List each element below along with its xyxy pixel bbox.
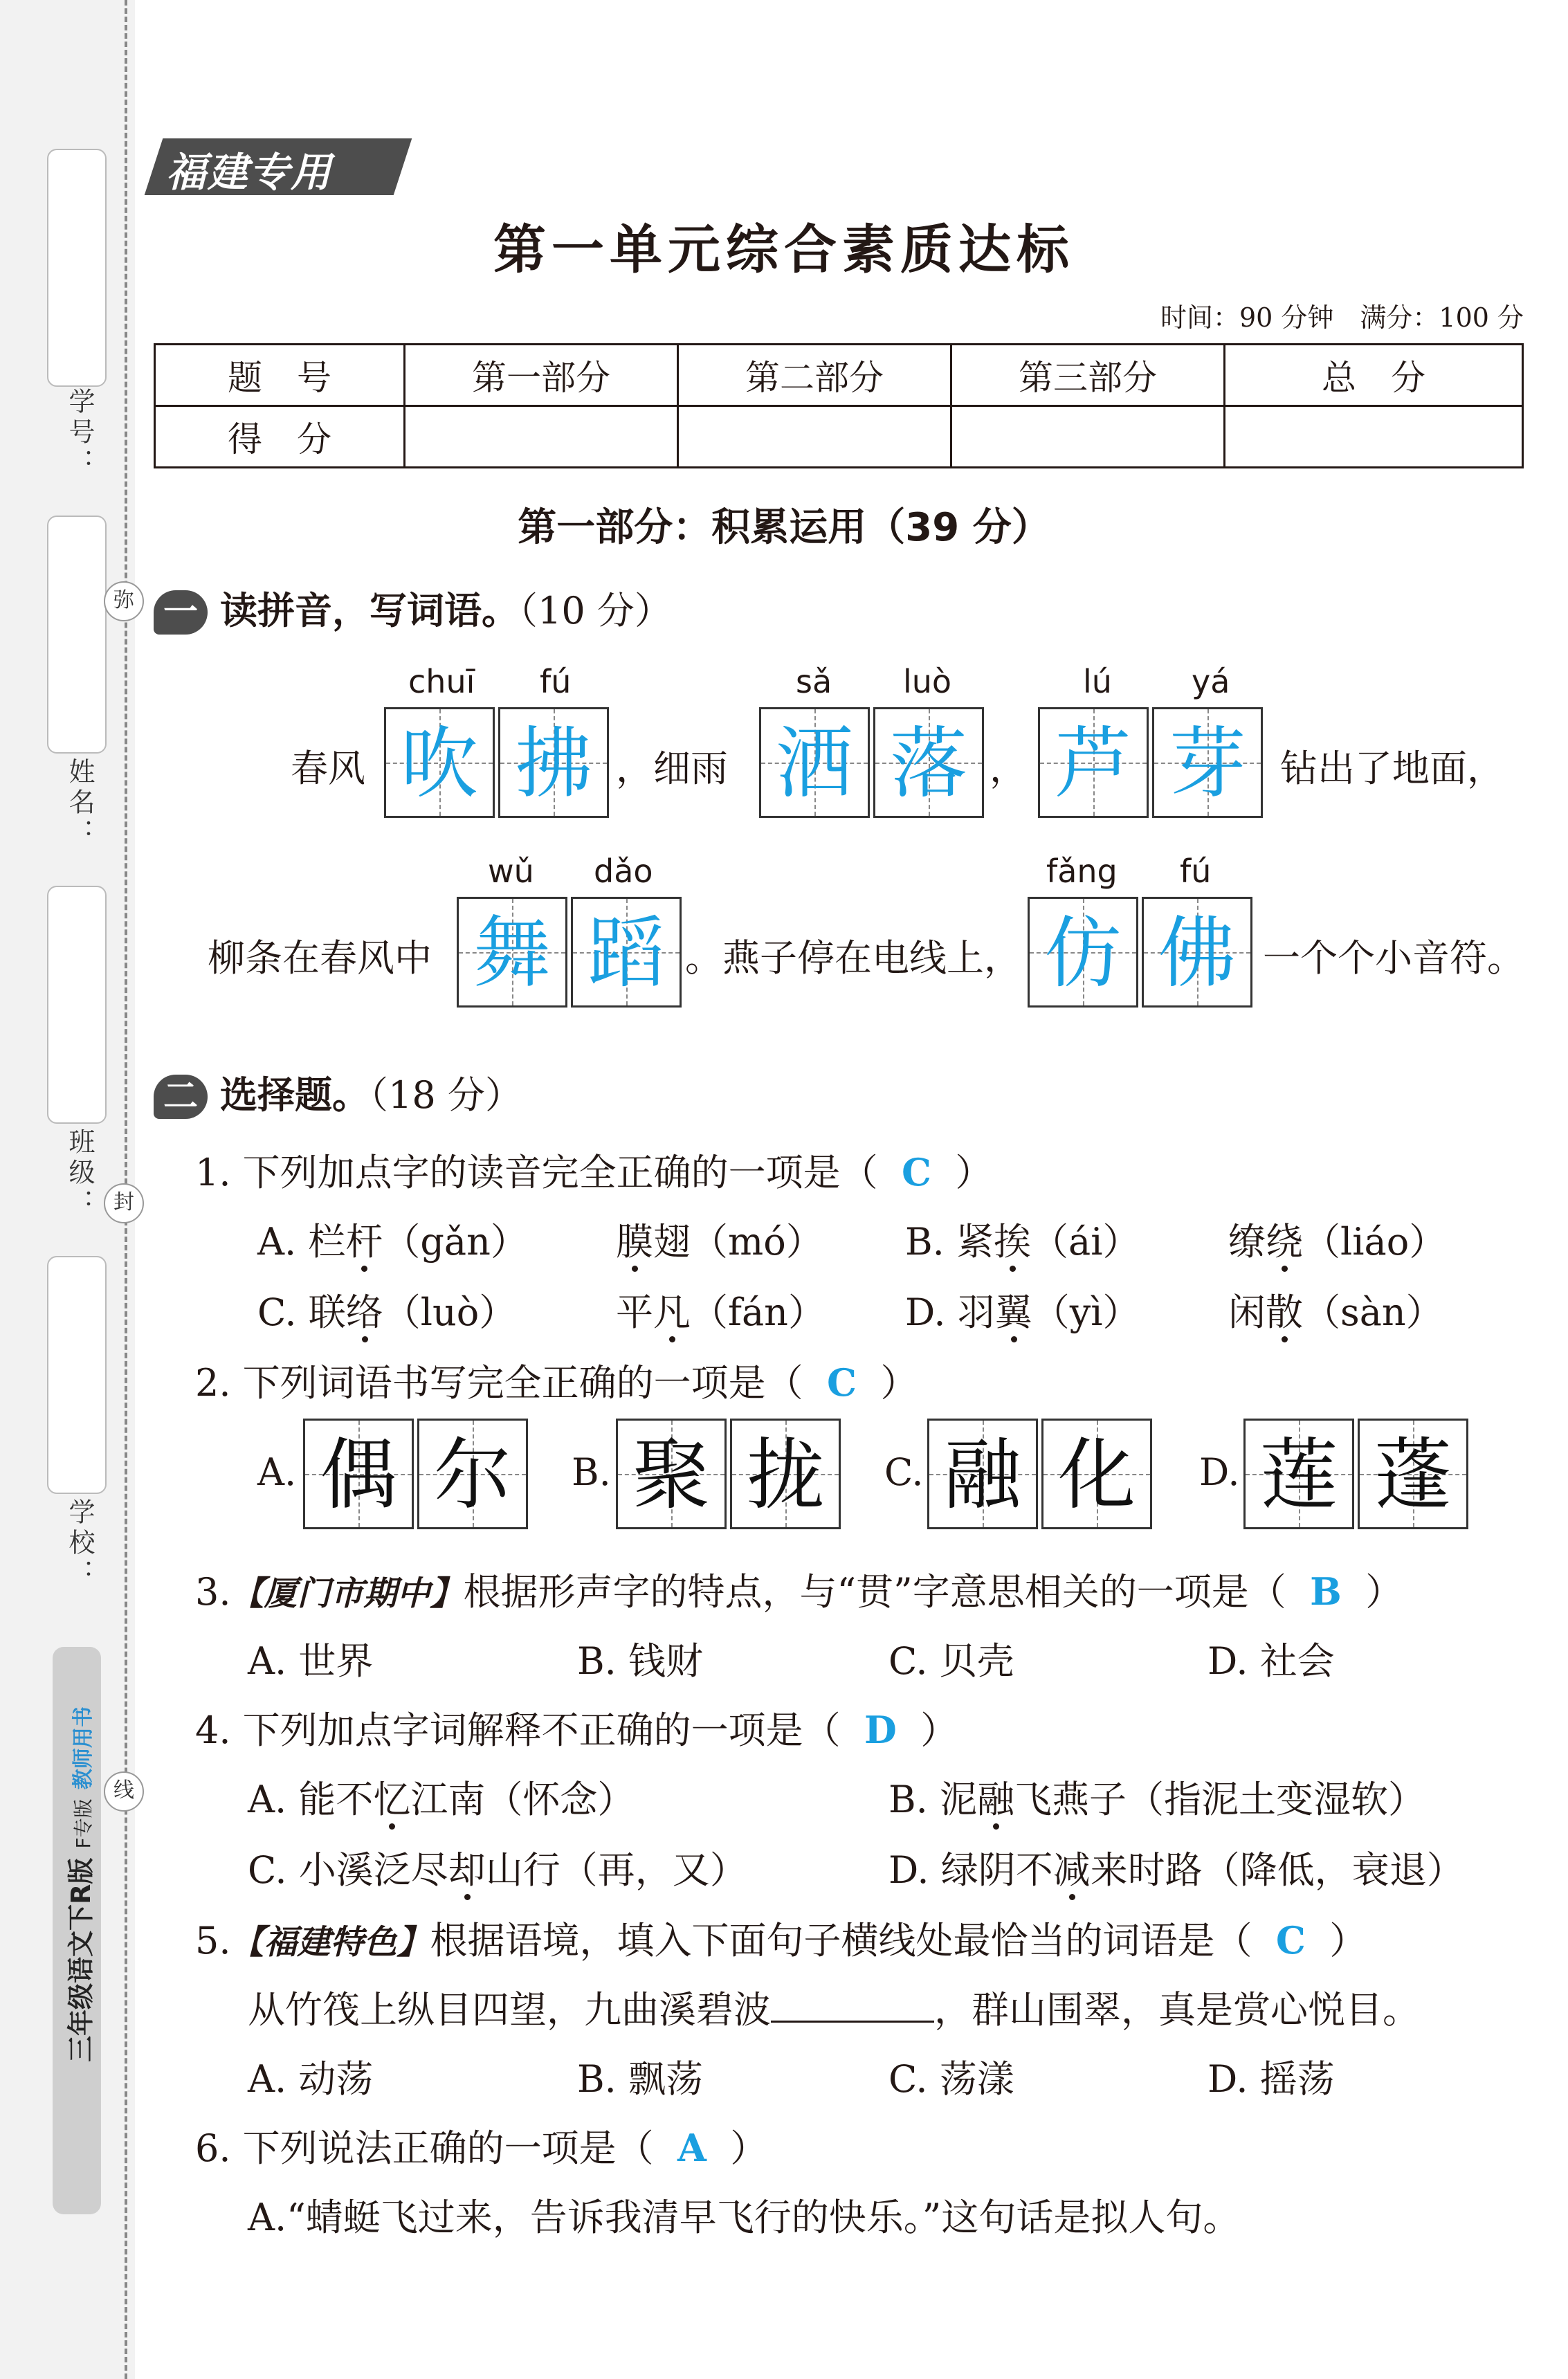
option-text: （sàn） bbox=[1303, 1291, 1443, 1334]
sentence-text: ，细雨 bbox=[616, 747, 728, 790]
question-stem: 根据形声字的特点，与“贯”字意思相关的一项是（ bbox=[463, 1570, 1286, 1614]
score-header-cell: 总 分 bbox=[1225, 345, 1523, 406]
pinyin: fǎng bbox=[1046, 853, 1118, 890]
answer-char: 芽 bbox=[1169, 719, 1246, 809]
dotted-char: 却 bbox=[448, 1848, 486, 1892]
question-4 bbox=[195, 1701, 958, 1754]
score-header-cell: 题 号 bbox=[155, 345, 405, 406]
word-grid-cell bbox=[1041, 1419, 1152, 1529]
book-label bbox=[60, 1706, 98, 2062]
score-cell[interactable] bbox=[1225, 406, 1523, 468]
option-text: 缭 bbox=[1228, 1220, 1266, 1264]
answer-grid-cell[interactable] bbox=[1142, 897, 1252, 1008]
student-number-label: 学号： bbox=[64, 388, 95, 479]
question-stem: 2. 下列词语书写完全正确的一项是（ bbox=[195, 1361, 803, 1405]
section-title: 读拼音，写词语。 bbox=[220, 589, 519, 632]
class-label: 班级： bbox=[64, 1128, 95, 1219]
option-text: A. 能不 bbox=[248, 1778, 374, 1821]
score-header-cell: 第二部分 bbox=[678, 345, 951, 406]
word-char: 偶 bbox=[320, 1430, 397, 1520]
dotted-char: 绕 bbox=[1266, 1220, 1303, 1264]
sentence-text: 一个个小音符。 bbox=[1263, 936, 1524, 980]
score-cell[interactable] bbox=[405, 406, 678, 468]
sentence-text: 。燕子停在电线上， bbox=[685, 936, 1021, 980]
answer[interactable]: C bbox=[827, 1360, 857, 1405]
option-c2 bbox=[616, 1283, 826, 1336]
question-6 bbox=[195, 2119, 767, 2172]
option-a[interactable]: A. 动荡 bbox=[248, 2057, 374, 2101]
pinyin: fú bbox=[1180, 853, 1212, 890]
name-label: 姓名： bbox=[64, 758, 95, 849]
section-heading bbox=[154, 1066, 522, 1119]
option-a[interactable]: A. 世界 bbox=[248, 1639, 374, 1683]
option-label[interactable]: C. bbox=[884, 1450, 924, 1494]
word-char: 融 bbox=[944, 1430, 1021, 1520]
answer-grid-cell[interactable] bbox=[498, 707, 609, 818]
answer-grid-cell[interactable] bbox=[457, 897, 567, 1008]
option-a[interactable] bbox=[257, 1212, 528, 1266]
section-title: 选择题。 bbox=[220, 1073, 370, 1117]
question-stem: 6. 下列说法正确的一项是（ bbox=[195, 2126, 654, 2170]
answer-grid-cell[interactable] bbox=[384, 707, 495, 818]
pinyin: yá bbox=[1192, 663, 1230, 700]
question-number: 5. bbox=[195, 1919, 231, 1962]
option-text: 来时路（降低，衰退） bbox=[1090, 1848, 1464, 1892]
word-grid-cell bbox=[616, 1419, 727, 1529]
dotted-char: 散 bbox=[1266, 1291, 1303, 1334]
exam-info: 时间：90 分钟 满分：100 分 bbox=[1160, 302, 1524, 333]
word-grid-cell bbox=[303, 1419, 414, 1529]
dotted-char: 忆 bbox=[373, 1778, 411, 1821]
dotted-char: 凡 bbox=[653, 1291, 691, 1334]
book-title: 三年级语文下R版 bbox=[66, 1857, 96, 2062]
question-stem: 1. 下列加点字的读音完全正确的一项是（ bbox=[195, 1151, 878, 1194]
option-d[interactable]: D. 社会 bbox=[1207, 1639, 1335, 1683]
question-source: 【福建特色】 bbox=[230, 1923, 430, 1962]
dotted-char: 杆 bbox=[345, 1220, 383, 1264]
option-b[interactable]: B. 飘荡 bbox=[577, 2057, 704, 2101]
sentence-text: ，群山围翠，真是赏心悦目。 bbox=[934, 1988, 1420, 2032]
option-label[interactable]: B. bbox=[572, 1450, 611, 1494]
paren-close: ） bbox=[730, 2126, 768, 2170]
question-stem: 4. 下列加点字词解释不正确的一项是（ bbox=[195, 1708, 841, 1752]
section-number: 一 bbox=[154, 590, 208, 635]
paren-close: ） bbox=[955, 1151, 993, 1194]
option-text: （ái） bbox=[1031, 1220, 1140, 1264]
option-text: C. 小溪泛尽 bbox=[248, 1848, 448, 1892]
answer-char: 洒 bbox=[776, 719, 853, 809]
score-header-cell: 第一部分 bbox=[405, 345, 678, 406]
dotted-char: 减 bbox=[1052, 1848, 1091, 1892]
answer-char: 拂 bbox=[515, 719, 592, 809]
page-title: 第一单元综合素质达标 bbox=[493, 219, 1075, 280]
answer-grid-cell[interactable] bbox=[1028, 897, 1138, 1008]
teacher-edition: 教师用书 bbox=[71, 1706, 95, 1790]
score-cell[interactable] bbox=[951, 406, 1225, 468]
answer-char: 仿 bbox=[1044, 909, 1122, 999]
seal-mark-xian: 线 bbox=[104, 1771, 144, 1812]
question-number: 3. bbox=[195, 1570, 231, 1614]
region-badge-text: 福建专用 bbox=[166, 149, 333, 196]
class-box[interactable] bbox=[47, 886, 107, 1124]
option-text: D. 绿阴不 bbox=[888, 1848, 1053, 1892]
answer-char: 芦 bbox=[1055, 719, 1132, 809]
answer[interactable]: B bbox=[1310, 1569, 1342, 1614]
answer-grid-cell[interactable] bbox=[1152, 707, 1263, 818]
answer-char: 吹 bbox=[401, 719, 478, 809]
paren-close: ） bbox=[880, 1361, 918, 1405]
option-text: 江南（怀念） bbox=[410, 1778, 635, 1821]
option-text: C. 联 bbox=[257, 1291, 346, 1334]
option-text: （yì） bbox=[1032, 1291, 1140, 1334]
pinyin: chuī bbox=[408, 663, 475, 700]
option-text: A. 栏 bbox=[257, 1220, 346, 1264]
answer[interactable]: C bbox=[902, 1150, 932, 1194]
option-text: （gǎn） bbox=[383, 1220, 528, 1264]
section-points: （10 分） bbox=[519, 589, 672, 632]
section-heading bbox=[154, 581, 672, 635]
pinyin: lú bbox=[1083, 663, 1112, 700]
section-number: 二 bbox=[154, 1075, 208, 1119]
pinyin: wǔ bbox=[488, 853, 534, 890]
sentence-text: 春风 bbox=[291, 747, 365, 790]
dotted-char: 翼 bbox=[994, 1291, 1032, 1334]
seal-mark-mi: 弥 bbox=[104, 581, 144, 621]
word-char: 拢 bbox=[747, 1430, 824, 1520]
question-stem: 根据语境，填入下面句子横线处最恰当的词语是（ bbox=[430, 1919, 1252, 1962]
pinyin: luò bbox=[903, 663, 952, 700]
word-grid-cell bbox=[927, 1419, 1038, 1529]
dotted-char: 络 bbox=[345, 1291, 383, 1334]
score-header-cell: 第三部分 bbox=[951, 345, 1225, 406]
option-text: （liáo） bbox=[1303, 1220, 1447, 1264]
question-1 bbox=[195, 1143, 992, 1196]
answer-char: 落 bbox=[890, 719, 967, 809]
word-grid-cell bbox=[1358, 1419, 1468, 1529]
score-cell[interactable] bbox=[678, 406, 951, 468]
word-char: 尔 bbox=[434, 1430, 511, 1520]
paren-close: ） bbox=[920, 1708, 958, 1752]
answer-grid-cell[interactable] bbox=[759, 707, 870, 818]
context-sentence bbox=[248, 1980, 1420, 2034]
dotted-char: 挨 bbox=[994, 1220, 1032, 1264]
option-text: 山行（再，又） bbox=[485, 1848, 747, 1892]
option-c[interactable] bbox=[257, 1283, 516, 1336]
question-3 bbox=[195, 1562, 1403, 1616]
word-char: 蓬 bbox=[1374, 1430, 1452, 1520]
score-row-label: 得 分 bbox=[155, 406, 405, 468]
option-b2 bbox=[1228, 1212, 1446, 1266]
option-b[interactable] bbox=[888, 1770, 1425, 1823]
answer[interactable]: D bbox=[864, 1708, 897, 1752]
sentence-text: 钻出了地面， bbox=[1280, 747, 1504, 790]
word-char: 化 bbox=[1058, 1430, 1136, 1520]
option-a2 bbox=[616, 1212, 823, 1266]
option-text: 闲 bbox=[1228, 1291, 1266, 1334]
pinyin: fú bbox=[540, 663, 572, 700]
sentence-text: 柳条在春风中 bbox=[208, 936, 432, 980]
option-d[interactable] bbox=[905, 1283, 1140, 1336]
answer[interactable]: C bbox=[1275, 1918, 1306, 1962]
answer[interactable]: A bbox=[677, 2126, 706, 2170]
school-box[interactable] bbox=[47, 1256, 107, 1494]
paren-close: ） bbox=[1365, 1570, 1403, 1614]
option-c[interactable]: C. 贝壳 bbox=[888, 1639, 1014, 1683]
score-table bbox=[154, 343, 1524, 468]
word-grid-cell bbox=[417, 1419, 528, 1529]
option-d[interactable]: D. 摇荡 bbox=[1207, 2057, 1335, 2101]
answer-char: 蹈 bbox=[587, 909, 665, 999]
option-text: B. 紧 bbox=[905, 1220, 994, 1264]
option-text: 平 bbox=[616, 1291, 653, 1334]
option-c[interactable] bbox=[248, 1841, 747, 1894]
paren-close: ） bbox=[1329, 1919, 1367, 1962]
option-text: B. 泥 bbox=[888, 1778, 978, 1821]
pinyin: sǎ bbox=[796, 663, 832, 700]
option-text: D. 羽 bbox=[905, 1291, 995, 1334]
option-text: （luò） bbox=[383, 1291, 517, 1334]
pinyin: dǎo bbox=[594, 853, 653, 890]
option-text: 飞燕子（指泥土变湿软） bbox=[1014, 1778, 1426, 1821]
part-title: 第一部分：积累运用（39 分） bbox=[518, 505, 1050, 550]
option-d[interactable] bbox=[888, 1841, 1464, 1894]
option-d2 bbox=[1228, 1283, 1443, 1336]
fill-blank[interactable] bbox=[771, 1993, 934, 2023]
option-a[interactable] bbox=[248, 1770, 635, 1823]
word-char: 莲 bbox=[1260, 1430, 1338, 1520]
dotted-char: 融 bbox=[977, 1778, 1015, 1821]
question-source: 【厦门市期中】 bbox=[230, 1574, 464, 1613]
answer-char: 舞 bbox=[473, 909, 551, 999]
option-label[interactable]: A. bbox=[257, 1450, 297, 1494]
question-5 bbox=[195, 1911, 1367, 1965]
option-text: 翅（mó） bbox=[653, 1220, 823, 1264]
word-grid-cell bbox=[1243, 1419, 1354, 1529]
answer-grid-cell[interactable] bbox=[571, 897, 682, 1008]
sentence-text: ， bbox=[990, 747, 1027, 790]
option-c[interactable]: C. 荡漾 bbox=[888, 2057, 1014, 2101]
word-char: 聚 bbox=[632, 1430, 710, 1520]
book-tag: F专版 bbox=[72, 1798, 95, 1849]
dotted-char: 膜 bbox=[616, 1220, 653, 1264]
word-grid-cell bbox=[730, 1419, 841, 1529]
school-label: 学校： bbox=[64, 1498, 95, 1589]
question-2 bbox=[195, 1353, 918, 1407]
sentence-text: 从竹筏上纵目四望，九曲溪碧波 bbox=[248, 1988, 771, 2032]
answer-grid-cell[interactable] bbox=[873, 707, 984, 818]
answer-grid-cell[interactable] bbox=[1038, 707, 1149, 818]
option-b[interactable] bbox=[905, 1212, 1140, 1266]
answer-char: 佛 bbox=[1158, 909, 1236, 999]
option-a[interactable]: A.“蜻蜓飞过来，告诉我清早飞行的快乐。”这句话是拟人句。 bbox=[248, 2196, 1241, 2239]
section-points: （18 分） bbox=[370, 1073, 522, 1117]
option-b[interactable]: B. 钱财 bbox=[577, 1639, 704, 1683]
seal-mark-feng: 封 bbox=[104, 1183, 144, 1223]
option-label[interactable]: D. bbox=[1199, 1450, 1240, 1494]
option-text: （fán） bbox=[691, 1291, 826, 1334]
